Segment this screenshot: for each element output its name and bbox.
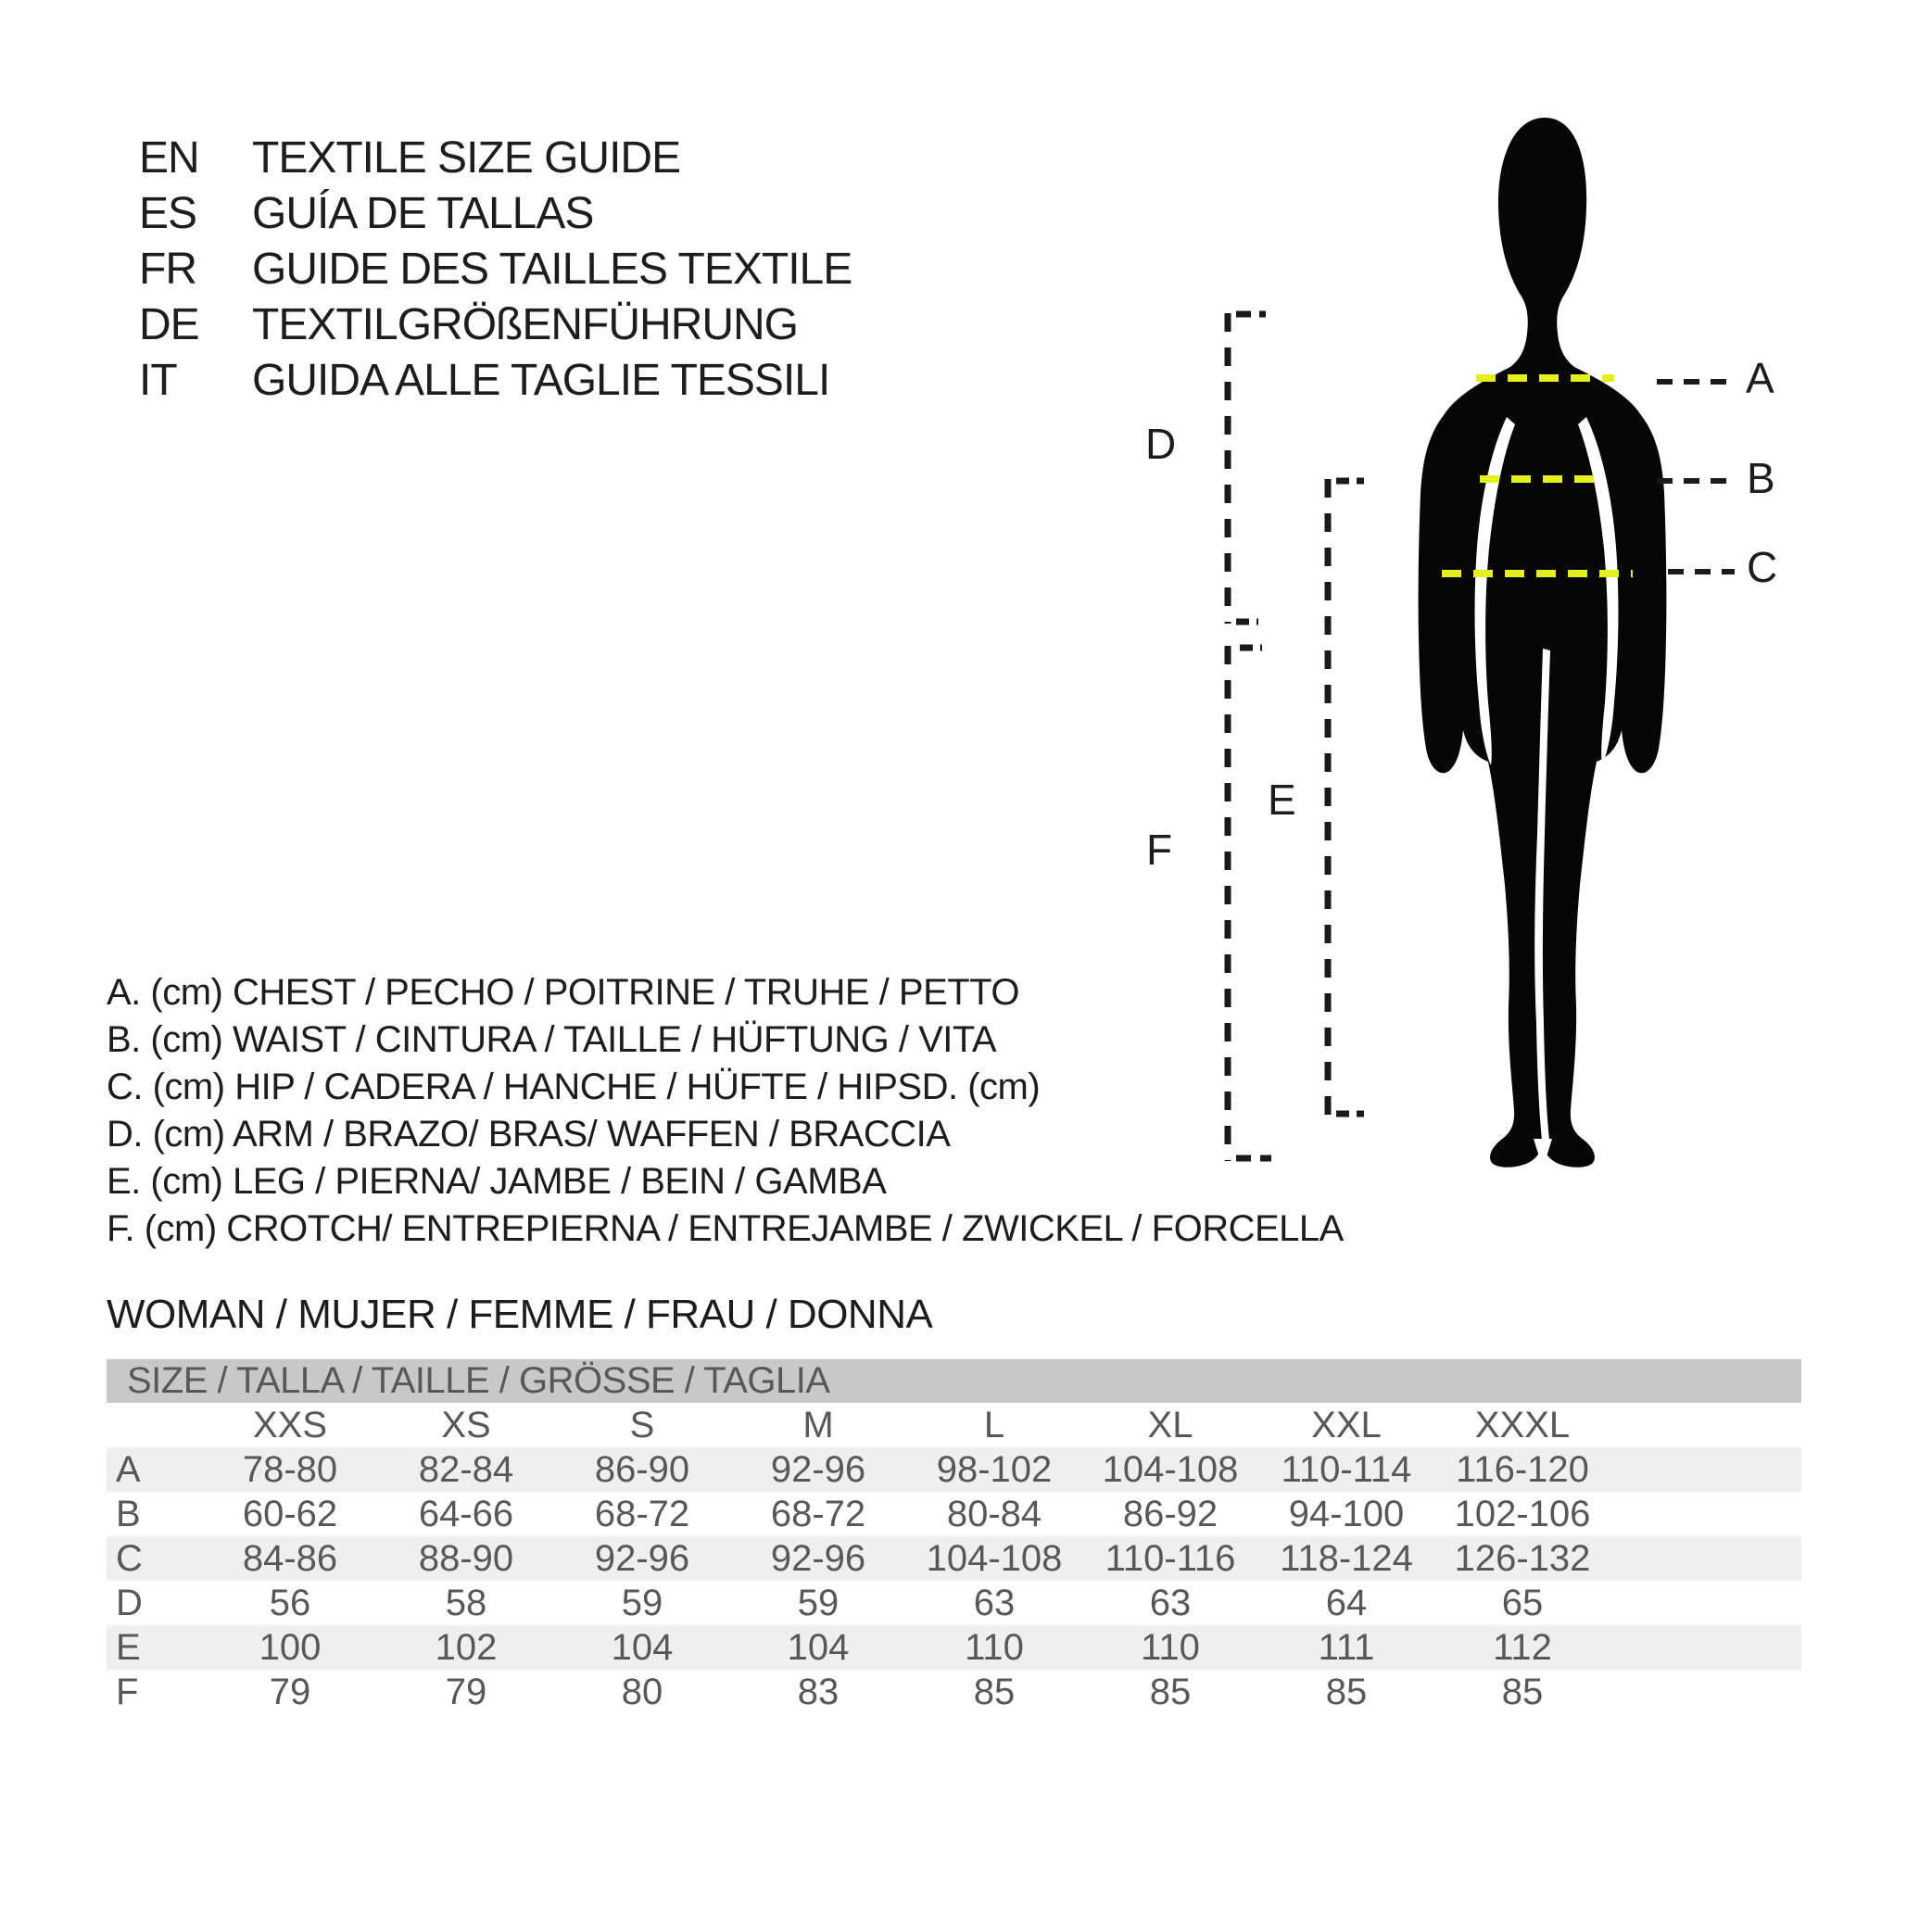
cell: 60-62: [242, 1493, 338, 1534]
cell: 63: [1149, 1582, 1192, 1623]
language-code: EN: [139, 133, 199, 183]
cell: 92-96: [770, 1537, 866, 1579]
hip-label-c: C: [1747, 543, 1778, 591]
table-row-waist: [107, 1492, 1801, 1536]
legend-hip: C. (cm) HIP / CADERA / HANCHE / HÜFTE / HIPSD. (cm): [107, 1066, 1041, 1107]
row-label: D: [116, 1582, 143, 1623]
cell: 102-106: [1454, 1493, 1591, 1534]
language-row-fr: [139, 241, 852, 297]
guide-title: GUIDA ALLE TAGLIE TESSILI: [252, 355, 830, 405]
cell: 56: [269, 1582, 311, 1623]
cell: 63: [973, 1582, 1016, 1623]
language-row-es: [139, 185, 852, 241]
guide-title: TEXTILGRÖßENFÜHRUNG: [252, 299, 799, 349]
cell: 104-108: [926, 1537, 1063, 1579]
column-header: XL: [1147, 1404, 1193, 1445]
guide-title: GUIDE DES TAILLES TEXTILE: [252, 244, 852, 294]
table-row-crotch: [107, 1670, 1801, 1714]
cell: 78-80: [242, 1448, 338, 1490]
leg-label-e: E: [1268, 776, 1296, 824]
table-row-leg: [107, 1625, 1801, 1670]
column-header: L: [983, 1404, 1005, 1445]
cell: 68-72: [594, 1493, 690, 1534]
cell: 88-90: [418, 1537, 514, 1579]
cell: 92-96: [770, 1448, 866, 1490]
chest-label-a: A: [1746, 354, 1774, 402]
language-title-list: [139, 130, 852, 408]
cell: 68-72: [770, 1493, 866, 1534]
cell: 116-120: [1456, 1448, 1589, 1490]
row-label: C: [116, 1537, 143, 1579]
cell: 59: [621, 1582, 663, 1623]
guide-title: GUÍA DE TALLAS: [252, 188, 594, 238]
arm-label-d: D: [1145, 420, 1177, 468]
cell: 83: [797, 1671, 840, 1712]
cell: 64-66: [418, 1493, 514, 1534]
gender-section-title: WOMAN / MUJER / FEMME / FRAU / DONNA: [107, 1292, 933, 1337]
cell: 104-108: [1102, 1448, 1239, 1490]
cell: 65: [1501, 1582, 1544, 1623]
cell: 104: [787, 1626, 850, 1668]
cell: 111: [1318, 1626, 1375, 1668]
cell: 110-114: [1281, 1448, 1412, 1490]
language-row-en: [139, 130, 852, 185]
cell: 84-86: [242, 1537, 338, 1579]
cell: 102: [435, 1626, 498, 1668]
cell: 64: [1325, 1582, 1368, 1623]
column-header: XXL: [1311, 1404, 1382, 1445]
table-row-chest: [107, 1447, 1801, 1492]
legend-chest: A. (cm) CHEST / PECHO / POITRINE / TRUHE / PETTO: [107, 972, 1020, 1013]
row-label: F: [116, 1671, 139, 1712]
language-code: IT: [139, 355, 177, 405]
language-code: FR: [139, 244, 196, 294]
language-code: ES: [139, 188, 197, 238]
measurement-legend: [107, 969, 1344, 1253]
legend-waist: B. (cm) WAIST / CINTURA / TAILLE / HÜFTUNG / VITA: [107, 1019, 997, 1060]
cell: 86-90: [594, 1448, 690, 1490]
cell: 94-100: [1288, 1493, 1405, 1534]
cell: 110: [1141, 1626, 1200, 1668]
size-column-header-row: [107, 1403, 1801, 1447]
column-header: XXXL: [1474, 1404, 1571, 1445]
column-header: M: [802, 1404, 834, 1445]
language-row-de: [139, 297, 852, 352]
language-row-it: [139, 352, 852, 408]
cell: 110: [965, 1626, 1024, 1668]
cell: 58: [445, 1582, 487, 1623]
waist-label-b: B: [1747, 454, 1775, 502]
table-row-arm: [107, 1581, 1801, 1625]
cell: 100: [259, 1626, 322, 1668]
cell: 82-84: [418, 1448, 514, 1490]
row-label: B: [116, 1493, 141, 1534]
legend-crotch: F. (cm) CROTCH/ ENTREPIERNA / ENTREJAMBE / ZWICKEL / FORCELLA: [107, 1208, 1344, 1249]
cell: 112: [1493, 1626, 1552, 1668]
size-table-title-band: SIZE / TALLA / TAILLE / GRÖSSE / TAGLIA: [107, 1359, 1801, 1403]
cell: 104: [611, 1626, 674, 1668]
column-header: XS: [441, 1404, 491, 1445]
cell: 98-102: [936, 1448, 1053, 1490]
cell: 80-84: [946, 1493, 1042, 1534]
crotch-label-f: F: [1146, 826, 1173, 874]
legend-leg: E. (cm) LEG / PIERNA/ JAMBE / BEIN / GAMBA: [107, 1161, 887, 1202]
cell: 118-124: [1280, 1537, 1413, 1579]
cell: 85: [1149, 1671, 1192, 1712]
cell: 85: [1325, 1671, 1368, 1712]
cell: 86-92: [1122, 1493, 1219, 1534]
legend-arm: D. (cm) ARM / BRAZO/ BRAS/ WAFFEN / BRACCIA: [107, 1114, 951, 1155]
woman-silhouette-figure: [1395, 111, 1700, 1177]
cell: 80: [621, 1671, 663, 1712]
guide-title: TEXTILE SIZE GUIDE: [252, 133, 681, 183]
column-header: XXS: [252, 1404, 328, 1445]
cell: 92-96: [594, 1537, 690, 1579]
language-code: DE: [139, 299, 199, 349]
cell: 126-132: [1454, 1537, 1591, 1579]
size-table: [107, 1359, 1801, 1714]
cell: 79: [445, 1671, 487, 1712]
row-label: E: [116, 1626, 141, 1668]
row-label: A: [116, 1448, 141, 1490]
cell: 85: [1501, 1671, 1544, 1712]
cell: 85: [973, 1671, 1016, 1712]
cell: 110-116: [1105, 1537, 1236, 1579]
cell: 59: [797, 1582, 840, 1623]
cell: 79: [269, 1671, 311, 1712]
table-row-hip: [107, 1536, 1801, 1581]
column-header: S: [629, 1404, 655, 1445]
